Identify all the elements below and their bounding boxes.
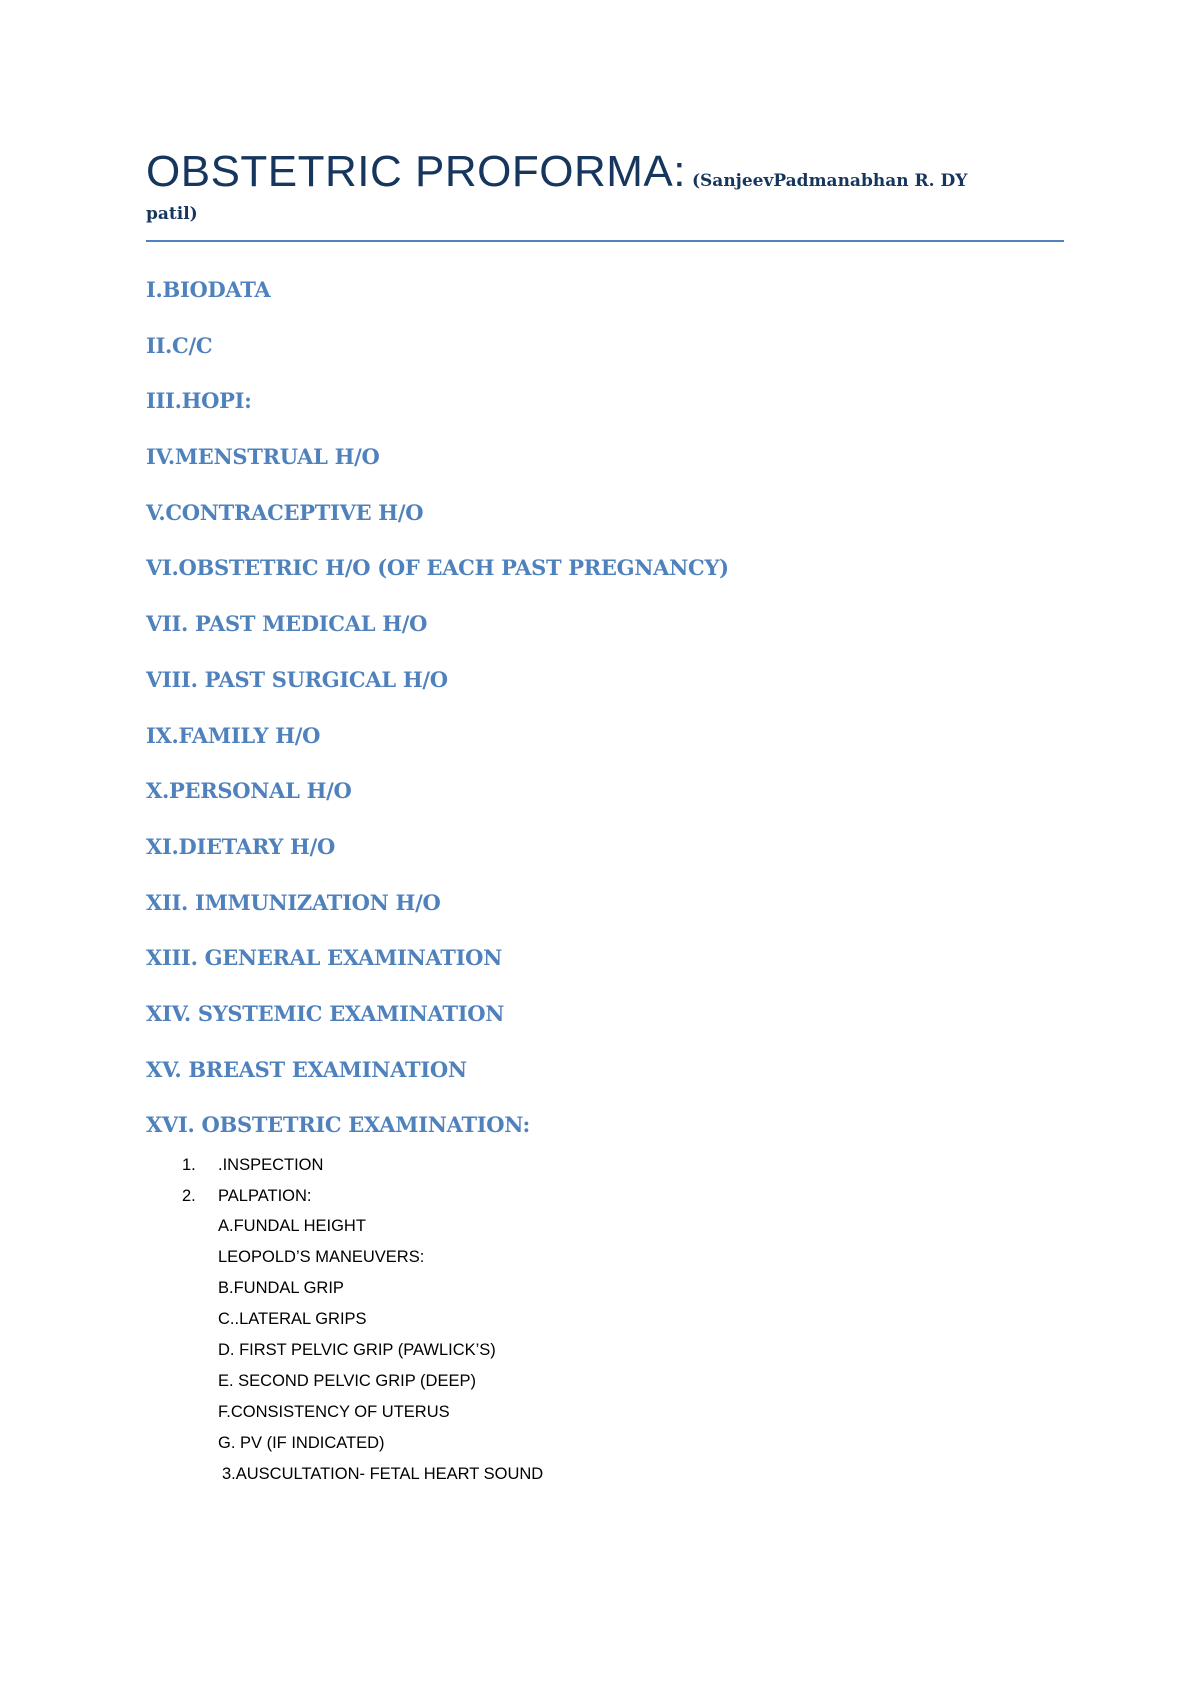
section-heading: IV.MENSTRUAL H/O <box>146 444 380 470</box>
section-heading: V.CONTRACEPTIVE H/O <box>146 499 424 525</box>
section-heading: IX.FAMILY H/O <box>146 722 321 748</box>
list-item-text: PALPATION: <box>218 1186 312 1205</box>
palpation-subitem: G. PV (IF INDICATED) <box>218 1434 385 1452</box>
section-heading: XI.DIETARY H/O <box>146 833 335 859</box>
section-heading: XIII. GENERAL EXAMINATION <box>146 945 503 971</box>
section-heading: XV. BREAST EXAMINATION <box>146 1056 467 1082</box>
section-heading: X.PERSONAL H/O <box>146 778 352 804</box>
auscultation-item: 3.AUSCULTATION- FETAL HEART SOUND <box>222 1465 544 1483</box>
title-main: OBSTETRIC PROFORMA: <box>146 147 686 196</box>
palpation-subitem: B.FUNDAL GRIP <box>218 1279 344 1297</box>
palpation-subitem: E. SECOND PELVIC GRIP (DEEP) <box>218 1372 476 1390</box>
obstetric-exam-list <box>146 1150 1046 1490</box>
section-heading: XVI. OBSTETRIC EXAMINATION: <box>146 1112 530 1138</box>
list-item <box>146 1150 1046 1181</box>
palpation-subitem: LEOPOLD’S MANEUVERS: <box>218 1248 425 1266</box>
title-author-continued: patil) <box>146 204 198 224</box>
section-heading: II.C/C <box>146 332 213 358</box>
section-heading: III.HOPI: <box>146 388 252 414</box>
section-heading: XII. IMMUNIZATION H/O <box>146 889 441 915</box>
palpation-subitem: D. FIRST PELVIC GRIP (PAWLICK’S) <box>218 1341 496 1359</box>
list-item-number: 2. <box>182 1186 196 1205</box>
list-item-text: .INSPECTION <box>218 1156 324 1174</box>
section-headings <box>146 275 1066 1166</box>
page-title <box>146 147 1066 224</box>
section-heading: XIV. SYSTEMIC EXAMINATION <box>146 1000 505 1026</box>
list-item <box>146 1181 1046 1212</box>
title-line <box>146 147 1066 196</box>
palpation-subitem: F.CONSISTENCY OF UTERUS <box>218 1403 450 1421</box>
list-item-number: 1. <box>182 1156 196 1174</box>
section-heading: VI.OBSTETRIC H/O (OF EACH PAST PREGNANCY) <box>146 555 729 581</box>
title-author: (SanjeevPadmanabhan R. DY <box>691 171 968 191</box>
palpation-subitem: C..LATERAL GRIPS <box>218 1310 367 1328</box>
section-heading: VII. PAST MEDICAL H/O <box>146 611 428 637</box>
section-heading: VIII. PAST SURGICAL H/O <box>146 666 448 692</box>
title-divider <box>146 240 1064 242</box>
section-heading: I.BIODATA <box>146 277 271 302</box>
palpation-subitem: A.FUNDAL HEIGHT <box>218 1217 366 1235</box>
